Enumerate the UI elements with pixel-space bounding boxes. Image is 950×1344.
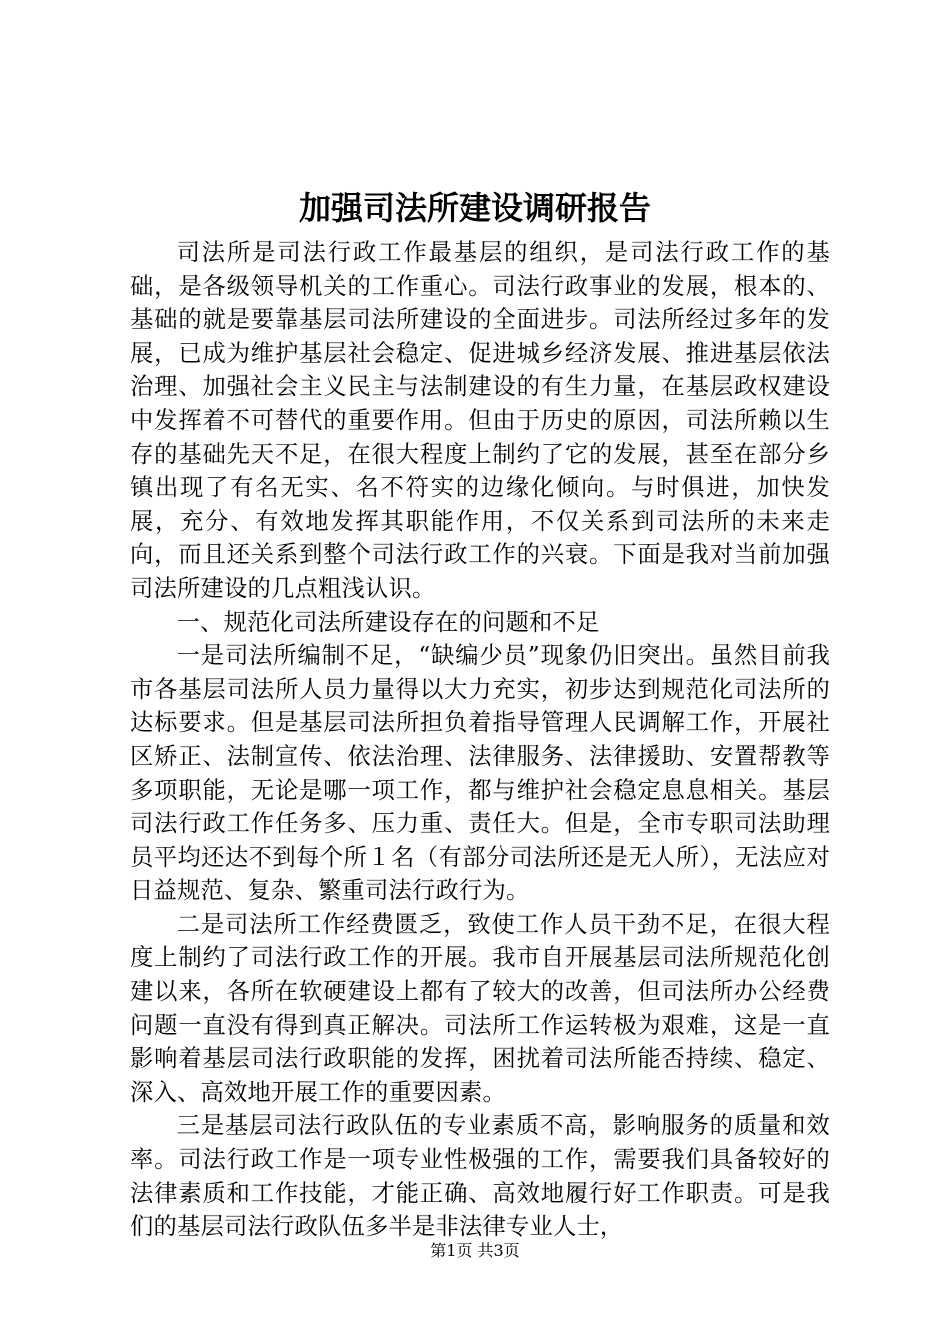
paragraph-quality: 三是基层司法行政队伍的专业素质不高，影响服务的质量和效率。司法行政工作是一项专业性极强的工作，需要我们具备较好的法律素质和工作技能，才能正确、高效地履行好工作职责。可是我们的基层司法行政队伍多半是非法律专业人士， (130, 1112, 830, 1241)
section-heading-problems: 一、规范化司法所建设存在的问题和不足 (176, 608, 600, 636)
document-title: 加强司法所建设调研报告 (298, 189, 651, 227)
document-body (130, 236, 830, 1244)
paragraph-funding: 二是司法所工作经费匮乏，致使工作人员干劲不足，在很大程度上制约了司法行政工作的开展。我市自开展基层司法所规范化创建以来，各所在软硬建设上都有了较大的改善，但司法所办公经费问题一直没有得到真正解决。司法所工作运转极为艰难，这是一直影响着基层司法行政职能的发挥，困扰着司法所能否持续、稳定、深入、高效地开展工作的重要因素。 (130, 910, 830, 1106)
paragraph-staffing: 一是司法所编制不足，“缺编少员”现象仍旧突出。虽然目前我市各基层司法所人员力量得以大力充实，初步达到规范化司法所的达标要求。但是基层司法所担负着指导管理人民调解工作，开展社区矫正、法制宣传、依法治理、法律服务、法律援助、安置帮教等多项职能，无论是哪一项工作，都与维护社会稳定息息相关。基层司法行政工作任务多、压力重、责任大。但是，全市专职司法助理员平均还达不到每个所１名（有部分司法所还是无人所），无法应对日益规范、复杂、繁重司法行政行为。 (130, 642, 830, 905)
page-number-footer: 第1页 共3页 (430, 1241, 520, 1260)
paragraph-intro: 司法所是司法行政工作最基层的组织，是司法行政工作的基础，是各级领导机关的工作重心。司法行政事业的发展，根本的、基础的就是要靠基层司法所建设的全面进步。司法所经过多年的发展，已成为维护基层社会稳定、促进城乡经济发展、推进基层依法治理、加强社会主义民主与法制建设的有生力量，在基层政权建设中发挥着不可替代的重要作用。但由于历史的原因，司法所赖以生存的基础先天不足，在很大程度上制约了它的发展，甚至在部分乡镇出现了有名无实、名不符实的边缘化倾向。与时俱进，加快发展，充分、有效地发挥其职能作用，不仅关系到司法所的未来走向，而且还关系到整个司法行政工作的兴衰。下面是我对当前加强司法所建设的几点粗浅认识。 (130, 239, 830, 602)
